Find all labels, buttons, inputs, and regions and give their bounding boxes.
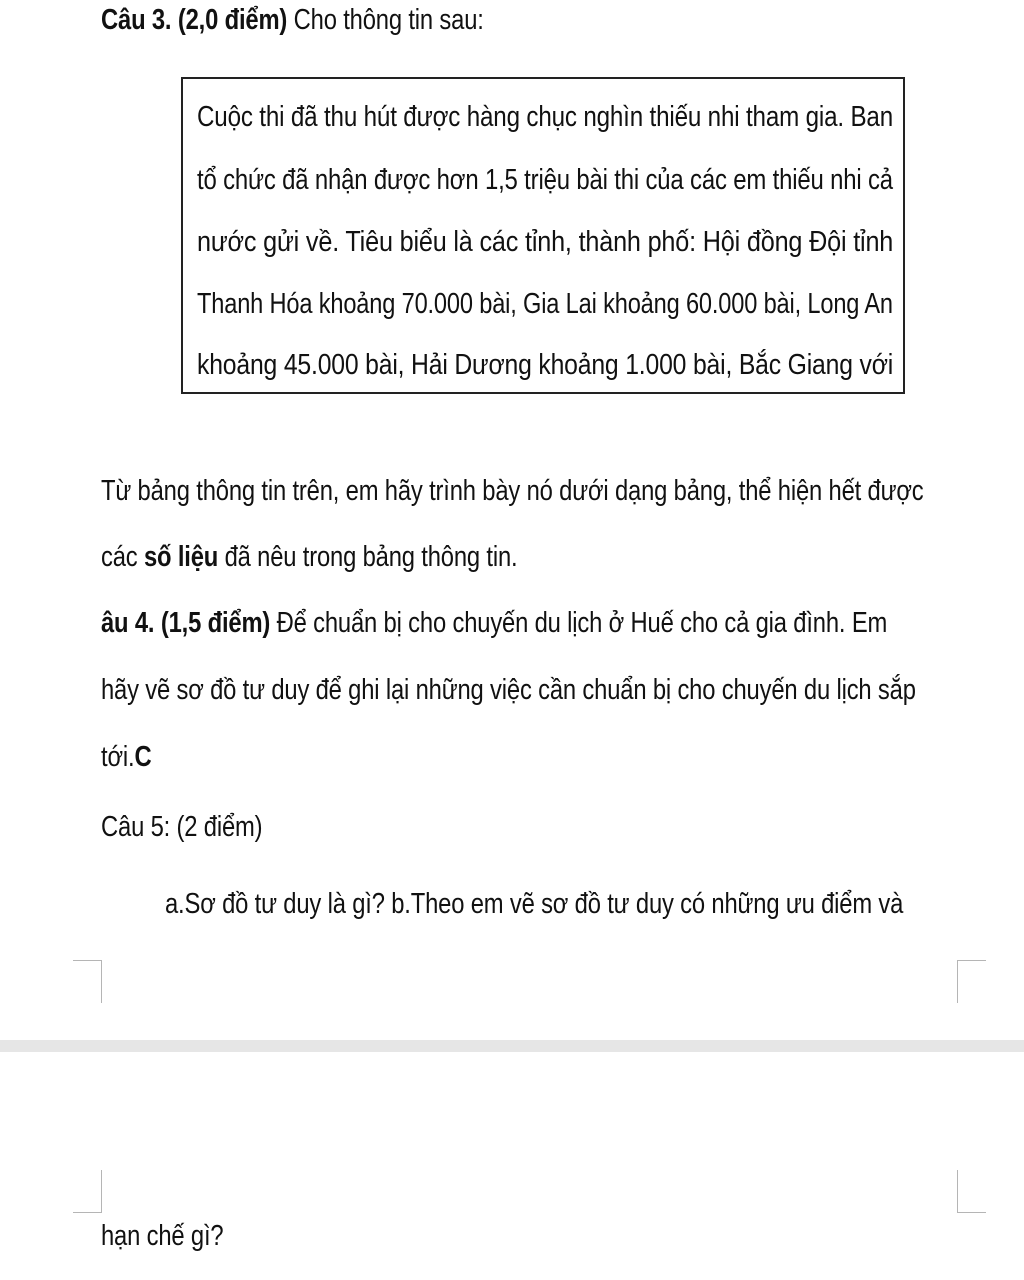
info-box-line-4: Thanh Hóa khoảng 70.000 bài, Gia Lai khoảng 60.000 bài, Long An	[197, 288, 893, 320]
question-4-line-3	[101, 739, 151, 775]
info-box-line-1: Cuộc thi đã thu hút được hàng chục nghìn thiếu nhi tham gia. Ban	[197, 101, 893, 133]
question-3-task-line-1: Từ bảng thông tin trên, em hãy trình bày nó dưới dạng bảng, thể hiện hết được	[101, 475, 924, 507]
question-4-text-end: tới.	[101, 741, 135, 773]
question-5-continuation: hạn chế gì?	[101, 1220, 224, 1252]
question-4-text: Để chuẩn bị cho chuyến du lịch ở Huế cho cả gia đình. Em	[270, 607, 888, 639]
page-separator	[0, 1040, 1024, 1052]
stray-letter: C	[134, 741, 152, 773]
info-box-line-2: tổ chức đã nhận được hơn 1,5 triệu bài thi của các em thiếu nhi cả	[197, 164, 893, 196]
info-box-line-3: nước gửi về. Tiêu biểu là các tỉnh, thành phố: Hội đồng Đội tỉnh	[197, 226, 894, 258]
question-4-line-2: hãy vẽ sơ đồ tư duy để ghi lại những việc cần chuẩn bị cho chuyến du lịch sắp	[101, 674, 916, 706]
question-5-line-1: a.Sơ đồ tư duy là gì? b.Theo em vẽ sơ đồ tư duy có những ưu điểm và	[165, 888, 904, 920]
page-corner-mark-bottom-right	[957, 1170, 986, 1213]
info-box-line-5: khoảng 45.000 bài, Hải Dương khoảng 1.000 bài, Bắc Giang với	[197, 349, 894, 381]
question-4-label: âu 4. (1,5 điểm)	[101, 607, 271, 639]
task-text-end: đã nêu trong bảng thông tin.	[218, 541, 518, 573]
task-emphasis: số liệu	[143, 541, 219, 573]
info-box	[181, 77, 905, 394]
task-text: các	[101, 541, 144, 573]
question-3-heading	[101, 2, 484, 38]
page-corner-mark-bottom-left	[73, 1170, 102, 1213]
page-corner-mark-top-left	[73, 960, 102, 1003]
question-3-label: Câu 3. (2,0 điểm)	[101, 4, 288, 36]
question-4-line-1	[101, 605, 887, 641]
document-page-2	[0, 1052, 1024, 1280]
question-5-heading: Câu 5: (2 điểm)	[101, 811, 263, 843]
page-corner-mark-top-right	[957, 960, 986, 1003]
question-3-intro: Cho thông tin sau:	[287, 4, 484, 36]
question-3-task-line-2	[101, 539, 517, 575]
